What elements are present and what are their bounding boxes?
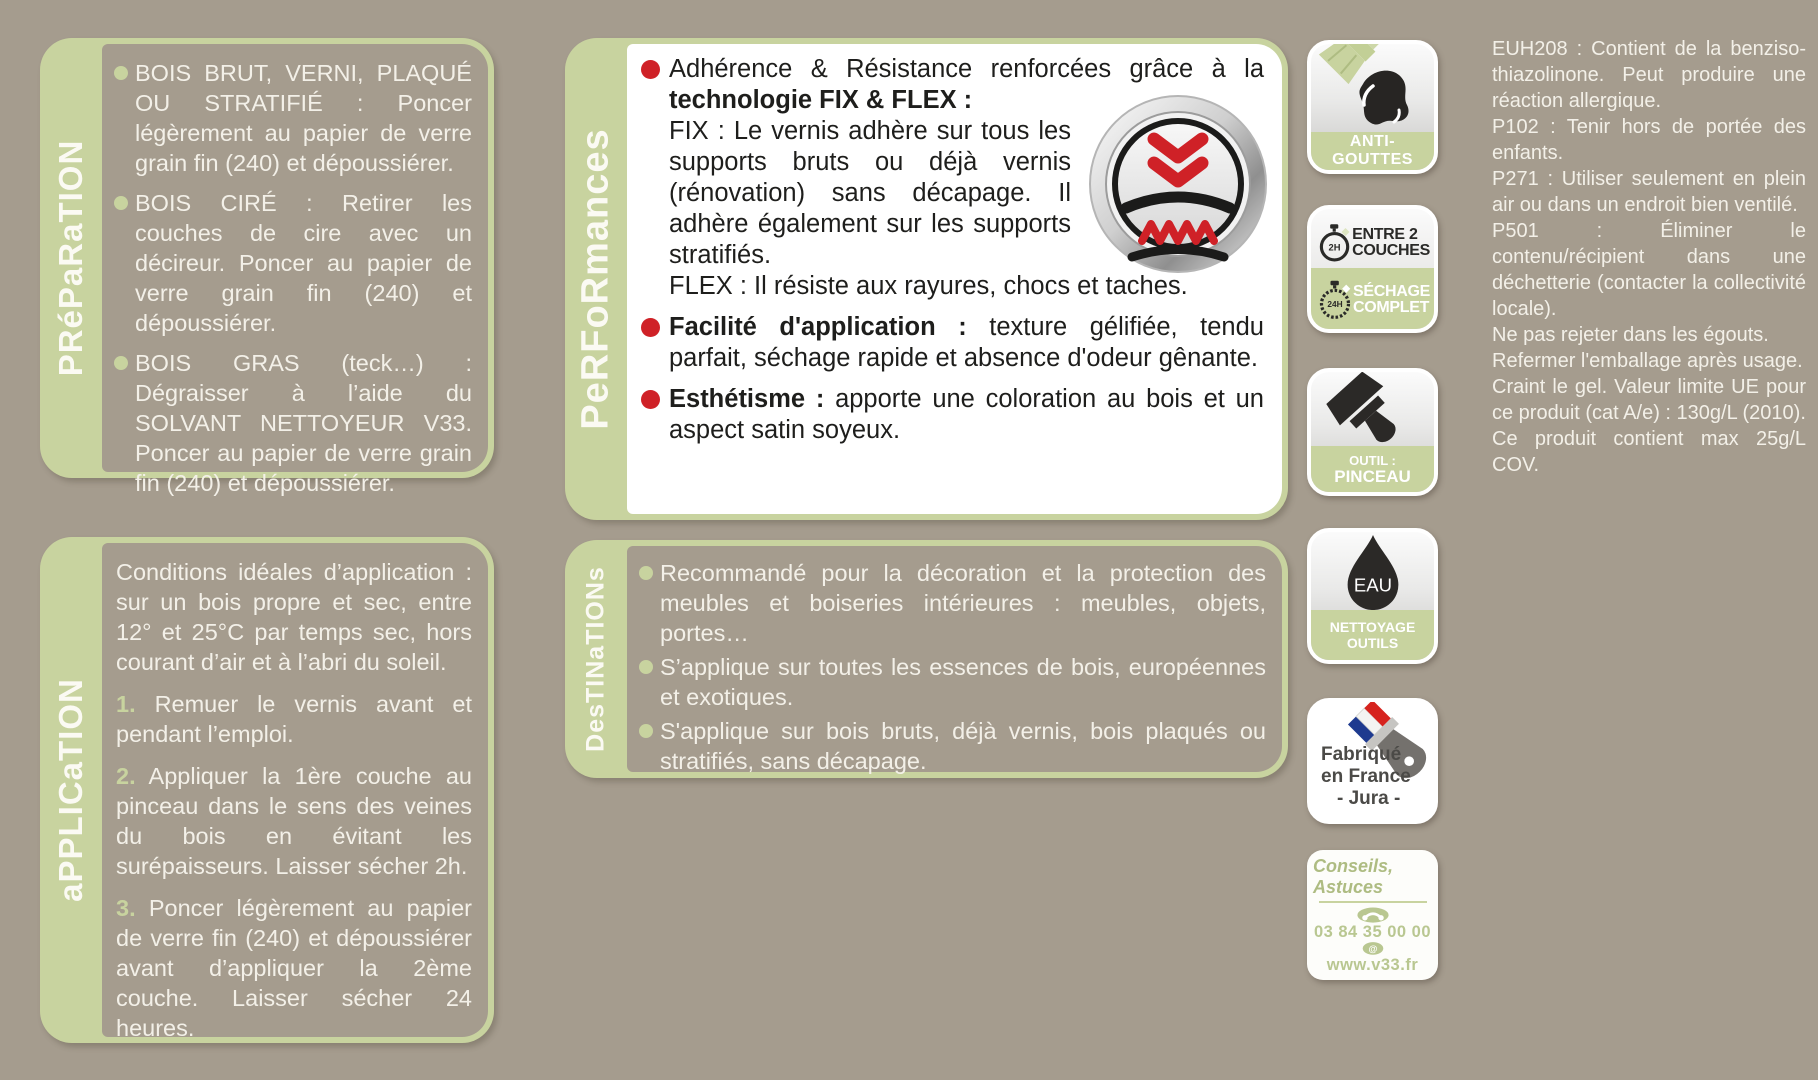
water-cleanup-badge: [1307, 528, 1438, 664]
performance-application-item: [641, 312, 1264, 374]
performances-content: [627, 44, 1282, 514]
green-bullet-icon: [639, 566, 653, 580]
facilite-bold-text: Facilité d'application :: [669, 313, 967, 341]
preparation-bullet-text: BOIS CIRÉ : Retirer les couches de cire avec un décireur. Poncer au papier de verre grain fin (240) et dépoussiérer.: [135, 190, 472, 336]
safety-statements: [1492, 36, 1806, 478]
green-bullet-icon: [639, 660, 653, 674]
facilite-text: texture gélifiée, tendu parfait, séchage rapide et absence d'odeur gênante.: [669, 313, 1264, 372]
phone-number: 03 84 35 00 00: [1313, 923, 1432, 942]
tool-brush-badge: [1307, 368, 1438, 496]
safety-statement: EUH208 : Contient de la benziso-thiazolinone. Peut produire une réaction allergique.: [1492, 38, 1806, 112]
contact-tips-badge: [1307, 850, 1438, 980]
safety-statement: Ce produit contient max 25g/L COV.: [1492, 428, 1806, 476]
safety-statement: Craint le gel. Valeur limite UE pour ce produit (cat A/e) : 130g/L (2010).: [1492, 376, 1806, 424]
safety-statement: P102 : Tenir hors de portée des enfants.: [1492, 116, 1806, 164]
preparation-bullet-text: BOIS GRAS (teck…) : Dégraisser à l’aide du SOLVANT NETTOYEUR V33. Poncer au papier de verre grain fin (240) et dépoussiérer.: [135, 350, 472, 496]
application-panel: [40, 537, 494, 1043]
at-sign-icon: [1352, 941, 1394, 956]
svg-text:24H: 24H: [1327, 299, 1343, 310]
application-step: [116, 689, 472, 749]
tool-label-line1: OUTIL :: [1349, 452, 1396, 468]
performances-panel: [565, 38, 1288, 520]
destinations-title: DesTINaTIONs: [581, 566, 610, 752]
preparation-label-strip: [40, 38, 102, 478]
preparation-content: [102, 44, 488, 496]
water-drop-icon: [1328, 533, 1418, 615]
step-number: 1.: [116, 691, 136, 717]
stopwatch-2h-icon: [1317, 214, 1352, 272]
water-label-line2: OUTILS: [1346, 635, 1399, 651]
made-in-line3: - Jura -: [1337, 788, 1401, 809]
application-conditions: Conditions idéales d’application : sur un bois propre et sec, entre 12° et 25°C par temps sec, hors courant d’air et à l’abri du soleil.: [116, 559, 472, 675]
anti-gouttes-badge: [1307, 40, 1438, 174]
made-in-line1: Fabriqué: [1321, 744, 1402, 765]
preparation-bullet-text: BOIS BRUT, VERNI, PLAQUÉ OU STRATIFIÉ : Poncer légèrement au papier de verre grain fin (240) et dépoussiérer.: [135, 60, 472, 176]
step-number: 2.: [116, 763, 136, 789]
water-label-line1: NETTOYAGE: [1329, 619, 1416, 635]
anti-gouttes-label: ANTI-GOUTTES: [1311, 132, 1434, 170]
step-text: Remuer le vernis avant et pendant l’emploi.: [116, 691, 472, 747]
green-bullet-icon: [639, 724, 653, 738]
svg-text:@: @: [1368, 943, 1377, 954]
destinations-label-strip: [565, 540, 627, 778]
destinations-panel: [565, 540, 1288, 778]
tool-label-line2: PINCEAU: [1334, 466, 1411, 486]
divider: [1319, 901, 1427, 903]
application-label-strip: [40, 537, 102, 1043]
phone-icon: [1344, 907, 1402, 923]
safety-statement: Ne pas rejeter dans les égouts.: [1492, 324, 1769, 346]
safety-statement: Refermer l'emballage après usage.: [1492, 350, 1803, 372]
performance-adherence-item: [641, 54, 1264, 302]
performances-title: PeRFoRmances: [574, 128, 617, 430]
red-bullet-icon: [641, 60, 660, 79]
performances-label-strip: [565, 38, 627, 520]
safety-statement: P501 : Éliminer le contenu/récipient dans une déchetterie (contacter la collectivité locale).: [1492, 220, 1806, 320]
paintbrush-icon: [1318, 372, 1428, 452]
esthetisme-text: apporte une coloration au bois et un aspect satin soyeux.: [669, 385, 1264, 444]
brush-gel-drip-icon: [1311, 44, 1434, 136]
fix-flex-technology-badge: [1088, 94, 1268, 274]
preparation-bullet: [114, 348, 472, 498]
website-url: www.v33.fr: [1326, 956, 1419, 974]
step-number: 3.: [116, 895, 136, 921]
red-bullet-icon: [641, 390, 660, 409]
application-step: [116, 893, 472, 1043]
made-in-line2: en France: [1321, 766, 1411, 787]
drying-times-badge: [1307, 205, 1438, 333]
adherence-lead-text: Adhérence & Résistance renforcées grâce à la: [669, 55, 1264, 83]
destinations-bullet-text: S’applique sur toutes les essences de bois, européennes et exotiques.: [660, 654, 1266, 710]
red-bullet-icon: [641, 318, 660, 337]
tips-title: Conseils, Astuces: [1313, 856, 1394, 897]
sechage-complet-line2: COMPLET: [1352, 299, 1430, 316]
flex-description: FLEX : Il résiste aux rayures, chocs et taches.: [669, 272, 1188, 300]
green-bullet-icon: [114, 66, 128, 80]
entre-2-couches-line1: ENTRE 2: [1352, 226, 1418, 243]
preparation-bullet: [114, 188, 472, 338]
green-bullet-icon: [114, 356, 128, 370]
destinations-bullet: [639, 716, 1266, 776]
safety-statement: P271 : Utiliser seulement en plein air ou dans un endroit bien ventilé.: [1492, 168, 1806, 216]
preparation-bullet: [114, 58, 472, 178]
application-step: [116, 761, 472, 881]
application-content: [102, 543, 488, 1041]
svg-text:2H: 2H: [1328, 241, 1341, 253]
green-bullet-icon: [114, 196, 128, 210]
preparation-panel: [40, 38, 494, 496]
application-title: aPPLICaTION: [52, 678, 89, 902]
destinations-bullet: [639, 652, 1266, 712]
stopwatch-24h-icon: [1317, 272, 1353, 328]
esthetisme-bold-text: Esthétisme :: [669, 385, 825, 413]
made-in-france-badge: [1307, 698, 1438, 824]
destinations-bullet-text: Recommandé pour la décoration et la protection des meubles et boiseries intérieures : meubles, objets, portes…: [660, 560, 1266, 646]
entre-2-couches-line2: COUCHES: [1352, 242, 1430, 259]
destinations-bullet: [639, 558, 1266, 648]
destinations-content: [627, 546, 1282, 772]
step-text: Poncer légèrement au papier de verre fin (240) et dépoussiérer avant d’appliquer la 2ème couche. Laisser sécher 24 heures.: [116, 895, 472, 1041]
sechage-complet-line1: SÉCHAGE: [1352, 283, 1430, 300]
eau-drop-label: EAU: [1353, 574, 1392, 596]
fix-description: FIX : Le vernis adhère sur tous les supports bruts ou déjà vernis (rénovation) sans décapage. Il adhère également sur les supports stratifiés.: [669, 117, 1071, 269]
preparation-title: PRéPaRaTION: [52, 139, 89, 377]
step-text: Appliquer la 1ère couche au pinceau dans le sens des veines du bois en évitant les surépaisseurs. Laisser sécher 2h.: [116, 763, 472, 879]
destinations-bullet-text: S'applique sur bois bruts, déjà vernis, bois plaqués ou stratifiés, sans décapage.: [660, 718, 1266, 774]
performance-esthetisme-item: [641, 384, 1264, 446]
fix-flex-bold-text: technologie FIX & FLEX :: [669, 86, 973, 114]
